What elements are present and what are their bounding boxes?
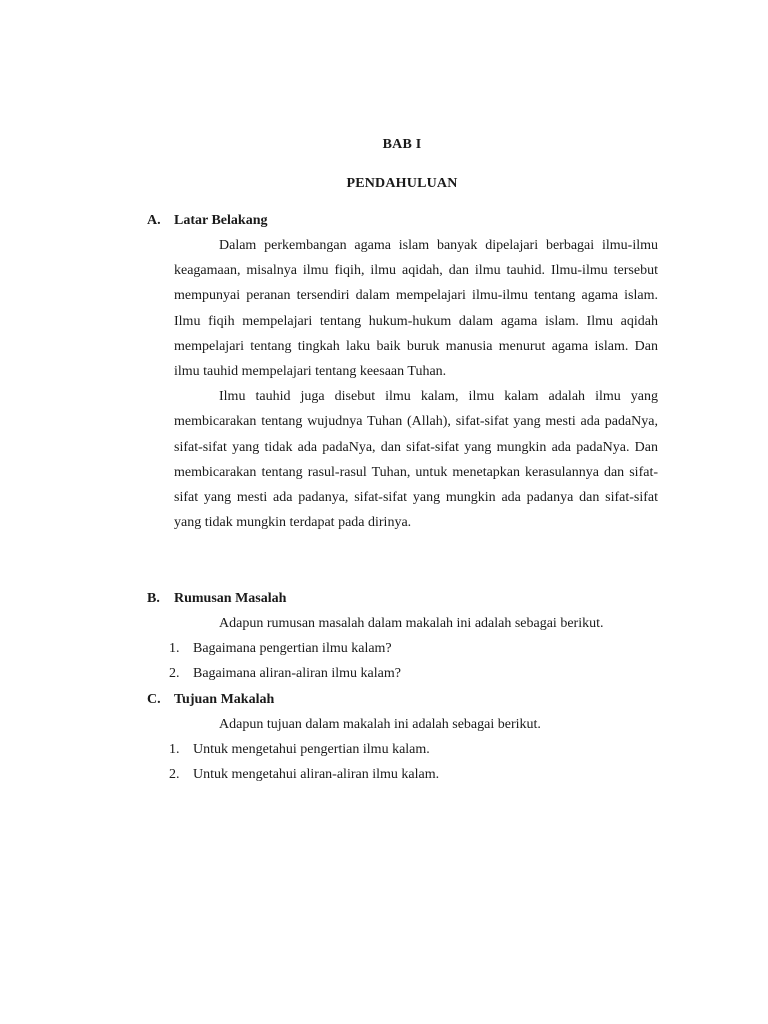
section-intro: Adapun rumusan masalah dalam makalah ini adalah sebagai berikut.: [219, 616, 604, 631]
section-heading-text: Latar Belakang: [174, 213, 268, 228]
numbered-list: [169, 737, 667, 787]
list-item-text: Bagaimana aliran-aliran ilmu kalam?: [193, 666, 401, 682]
section-heading: [147, 586, 667, 611]
list-number: 2.: [169, 666, 180, 682]
section-latar-belakang: [147, 208, 667, 535]
numbered-list: [169, 636, 667, 686]
section-letter: A.: [147, 213, 161, 228]
section-rumusan-masalah: [147, 586, 667, 686]
list-number: 2.: [169, 767, 180, 783]
section-intro: Adapun tujuan dalam makalah ini adalah sebagai berikut.: [219, 717, 541, 732]
list-item: [169, 737, 667, 762]
section-letter: C.: [147, 692, 161, 707]
list-item: [169, 762, 667, 787]
section-heading: [147, 208, 667, 233]
section-heading-text: Tujuan Makalah: [174, 692, 275, 707]
list-item-text: Untuk mengetahui aliran-aliran ilmu kalam.: [193, 767, 440, 783]
list-item: [169, 661, 667, 686]
list-number: 1.: [169, 641, 180, 657]
section-heading: [147, 687, 667, 712]
paragraph: Ilmu tauhid juga disebut ilmu kalam, ilmu kalam adalah ilmu yang membicarakan tentang wujudnya Tuhan (Allah), sifat-sifat yang mesti ada padaNya, sifat-sifat yang tidak ada padaNya, dan sifat-sifat yang mungkin ada padaNya. Dan membicarakan tentang rasul-rasul Tuhan, untuk menetapkan kerasulannya dan sifat-sifat yang mesti ada padanya, sifat-sifat yang mungkin ada padanya dan sifat-sifat yang tidak mungkin terdapat pada dirinya.: [174, 389, 658, 531]
section-letter: B.: [147, 591, 160, 606]
section-heading-text: Rumusan Masalah: [174, 591, 287, 606]
list-item-text: Bagaimana pengertian ilmu kalam?: [193, 641, 392, 657]
chapter-title: PENDAHULUAN: [346, 176, 458, 191]
list-number: 1.: [169, 742, 180, 758]
paragraph: Dalam perkembangan agama islam banyak dipelajari berbagai ilmu-ilmu keagamaan, misalnya ilmu fiqih, ilmu aqidah, dan ilmu tauhid. Ilmu-ilmu tersebut mempunyai peranan tersendiri dalam mempelajari ilmu-ilmu tentang agama islam. Ilmu fiqih mempelajari tentang hukum-hukum dalam agama islam. Ilmu aqidah mempelajari tentang tingkah laku baik buruk manusia menurut agama islam. Dan ilmu tauhid mempelajari tentang keesaan Tuhan.: [174, 238, 658, 380]
list-item-text: Untuk mengetahui pengertian ilmu kalam.: [193, 742, 430, 758]
chapter-number: BAB I: [382, 137, 422, 152]
list-item: [169, 636, 667, 661]
section-tujuan-makalah: [147, 687, 667, 787]
